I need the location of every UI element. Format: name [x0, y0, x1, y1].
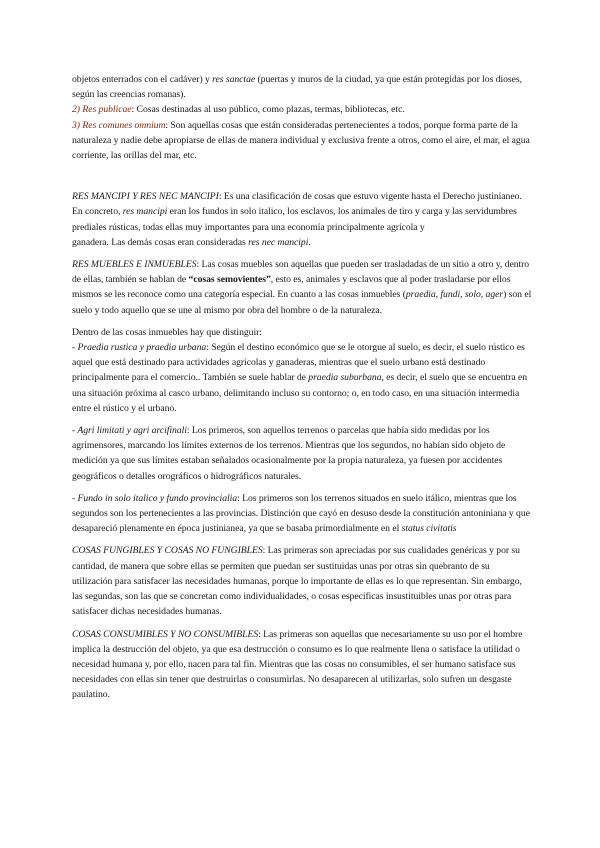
section-fungibles: COSAS FUNGIBLES Y COSAS NO FUNGIBLES: Las primeras son apreciadas por sus cualidades genéricas y por su cantidad, de manera que sobre ellas se permiten que puedan ser sustituidas unas por otras sin quebranto de su utilización para satisfacer las necesidades humanas, porque lo importante de ellas es lo que representan. Sin embargo, las segundas, son las que se concretan como individualidades, o cosas específicas insustituibles unas por otras para satisfacer dichas necesidades humanas. [72, 545, 522, 618]
inmuebles-item-agri: - Agri limitati y agri arcifinali: Los primeros, son aquellos terrenos o parcelas que había sido medidas por los agrimensores, marcando los límites externos de los terrenos. Mientras que los segundos, no habían sido objeto de medición ya que sus límites estaban señalados ocasionalmente por la propia naturaleza, ya fuesen por accidentes geográficos o detalles orográficos o hidrográficos naturales. [72, 425, 506, 482]
inmuebles-intro: Dentro de las cosas inmuebles hay que distinguir: [72, 326, 262, 338]
inmuebles-item-fundo: - Fundo in solo italico y fundo provincialia: Los primeros son los terrenos situados en suelo itálico, mientras que los segundos son los pertenecientes a las provincias. Distinción que cayó en desuso desde la constitución antoniniana y que desapareció plenamente en época justinianea, ya que se basaba primordialmente en el status civitatis [72, 492, 530, 535]
section-heading-muebles: RES MUEBLES E INMUEBLES [72, 259, 197, 271]
section-heading-consumibles: COSAS CONSUMIBLES Y NO CONSUMIBLES [72, 628, 259, 640]
intro-paragraph-comunes: 3) Res comunes omnium: Son aquellas cosas que están consideradas pertenecientes a todos, porque forma parte de la naturaleza y nadie debe apropiarse de ellas de manera individual y exclusiva frente a otros, como el aire, el mar, el agua corriente, las orillas del mar, etc. [72, 119, 530, 162]
section-mancipi: RES MANCIPI Y RES NEC MANCIPI: Es una clasificación de cosas que estuvo vigente hasta el Derecho justinianeo. En concreto, res mancipi eran los fundos in solo italico, los esclavos, los animales de tiro y carga y las servidumbres prediales rústicas, todas ellas muy importantes para una economía principalmente agrícola y [72, 191, 522, 233]
section-heading-mancipi: RES MANCIPI Y RES NEC MANCIPI [72, 191, 219, 203]
document-body [72, 72, 532, 703]
intro-paragraph-sanctae: objetos enterrados con el cadáver) y res sanctae (puertas y muros de la ciudad, ya que están protegidas por los dioses, según las creencias romanas). [72, 74, 522, 101]
section-consumibles: COSAS CONSUMIBLES Y NO CONSUMIBLES: Las primeras son aquellas que necesariamente su uso por el hombre implica la destrucción del objeto, ya que esa destrucción o consumo es lo que realmente llena o satisface la utilidad o necesidad humana y, por ello, nacen para tal fin. Mientras que las cosas no consumibles, el ser humano satisface sus necesidades con ellas sin tener que destruirlas o consumirlas. No desaparecen al utilizarlas, solo sufren un desgaste paulatino. [72, 628, 523, 701]
inmuebles-item-praedia: - Praedia rustica y praedia urbana: Según el destino económico que se le otorgue al suelo, es decir, el suelo rústico es aquel que está destinado para actividades agrícolas y ganaderas, mientras que el suelo urbano está destinado principalmente para el comercio.. También se suele hablar de praedia suburbana, es decir, el suelo que se encuentra en una situación próxima al casco urbano, delimitando incluso su contorno; o, en todo caso, en una situación intermedia entre el rústico y el urbano. [72, 342, 528, 414]
section-muebles: RES MUEBLES E INMUEBLES: Las cosas muebles son aquellas que pueden ser trasladadas de un sitio a otro y, dentro de ellas, también se hablan de “cosas semovientes”, esto es, animales y esclavos que al poder trasladarse por ellos mismos se les reconoce como una categoría especial. En cuanto a las cosas inmuebles (praedia, fundi, solo, ager) son el suelo y todo aquello que se une al mismo por obra del hombre o de la naturaleza. [72, 259, 532, 316]
section-mancipi-cont: ganadera. Las demás cosas eran consideradas res nec mancipi. [72, 236, 311, 248]
intro-paragraph-publicae: 2) Res publicae: Cosas destinadas al uso público, como plazas, termas, bibliotecas, etc. [72, 104, 405, 116]
section-heading-fungibles: COSAS FUNGIBLES Y COSAS NO FUNGIBLES [72, 545, 263, 557]
